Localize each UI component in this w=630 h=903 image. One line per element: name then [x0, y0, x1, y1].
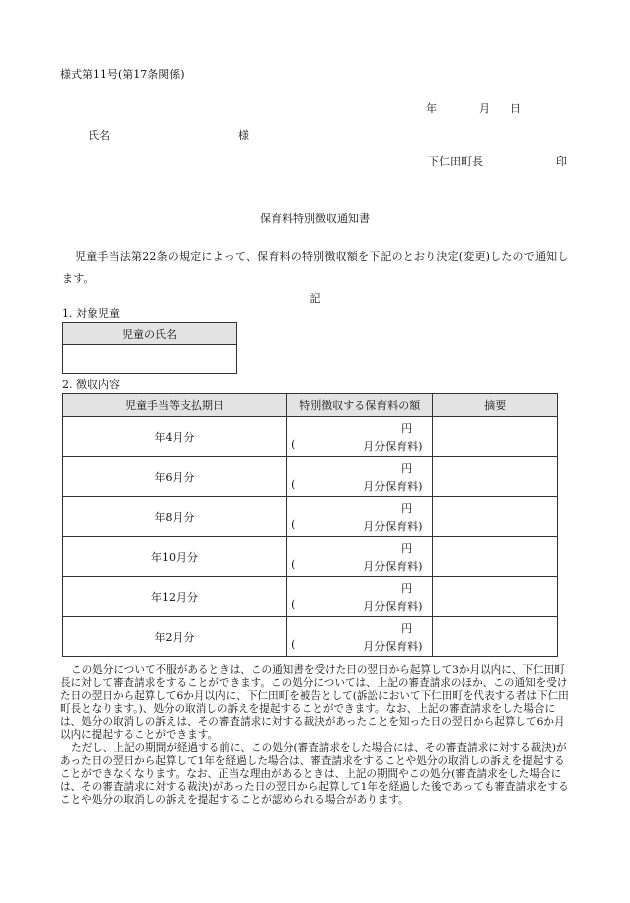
month-fee-label: 月分保育料) [363, 560, 423, 573]
form-number: 様式第11号(第17条関係) [60, 68, 185, 81]
child-name-cell [63, 345, 237, 374]
month-fee-label: 月分保育料) [363, 520, 423, 533]
child-name-header: 児童の氏名 [63, 323, 237, 345]
period-cell: 年8月分 [63, 497, 287, 537]
header-remarks: 摘要 [433, 394, 558, 417]
remarks-cell [433, 537, 558, 577]
month-fee-label: 月分保育料) [363, 480, 423, 493]
open-paren: ( [291, 438, 296, 451]
yen-label: 円 [401, 582, 413, 595]
amount-cell [287, 577, 433, 617]
period-cell: 年10月分 [63, 537, 287, 577]
remarks-cell [433, 457, 558, 497]
date-year: 年 [426, 102, 437, 115]
table-row [63, 537, 558, 577]
header-amount: 特別徴収する保育料の額 [287, 394, 433, 417]
table-row [63, 497, 558, 537]
table-row [63, 577, 558, 617]
open-paren: ( [291, 518, 296, 531]
amount-cell [287, 417, 433, 457]
period-cell: 年6月分 [63, 457, 287, 497]
addressee-label: 氏名 [88, 129, 110, 142]
remarks-cell [433, 417, 558, 457]
open-paren: ( [291, 598, 296, 611]
collection-table [62, 393, 558, 657]
table-row [63, 457, 558, 497]
appeal-notice [60, 664, 570, 807]
amount-cell [287, 537, 433, 577]
document-title: 保育料特別徴収通知書 [260, 212, 370, 225]
addressee-line [88, 127, 249, 143]
date-line [426, 100, 521, 116]
amount-cell [287, 617, 433, 657]
amount-cell [287, 457, 433, 497]
body-text: 児童手当法第22条の規定によって、保育料の特別徴収額を下記のとおり決定(変更)したので通知します。 [62, 250, 569, 285]
collection-header-row [63, 394, 558, 417]
child-name-table [62, 322, 237, 374]
seal-mark: 印 [556, 155, 567, 168]
yen-label: 円 [401, 462, 413, 475]
amount-cell [287, 497, 433, 537]
remarks-cell [433, 617, 558, 657]
table-row [63, 417, 558, 457]
section1-heading: 1. 対象児童 [62, 307, 120, 320]
addressee-honorific: 様 [238, 129, 249, 142]
period-cell: 年2月分 [63, 617, 287, 657]
yen-label: 円 [401, 542, 413, 555]
notice-paragraph-2: ただし、上記の期間が経過する前に、この処分(審査請求をした場合には、その審査請求に対する裁決)があった日の翌日から起算して1年を経過した場合は、審査請求をすることや処分の取消しの訴えを提起することができなくなります。なお、正当な理由があるときは、上記の期間やこの処分(審査請求をした場合には、その審査請求に対する裁決)があった日の翌日から起算して1年を経過した後であっても審査請求をすることや処分の取消しの訴えを提起することが認められる場合があります。 [60, 742, 569, 806]
period-cell: 年12月分 [63, 577, 287, 617]
yen-label: 円 [401, 622, 413, 635]
month-fee-label: 月分保育料) [363, 640, 423, 653]
issuer: 下仁田町長 [428, 155, 483, 168]
remarks-cell [433, 577, 558, 617]
open-paren: ( [291, 558, 296, 571]
notice-paragraph-1: この処分について不服があるときは、この通知書を受けた日の翌日から起算して3か月以内に、下仁田町長に対して審査請求をすることができます。この処分については、上記の審査請求のほか、この通知を受けた日の翌日から起算して6か月以内に、下仁田町を被告として(訴訟において下仁田町を代表する者は下仁田町長となります。)、処分の取消しの訴えを提起することができます。なお、上記の審査請求をした場合には、処分の取消しの訴えは、その審査請求に対する裁決があったことを知った日の翌日から起算して6か月以内に提起することができます。 [60, 664, 569, 741]
yen-label: 円 [401, 422, 413, 435]
section2-heading: 2. 徴収内容 [62, 378, 120, 391]
open-paren: ( [291, 478, 296, 491]
remarks-cell [433, 497, 558, 537]
period-cell: 年4月分 [63, 417, 287, 457]
header-payment-date: 児童手当等支払期日 [63, 394, 287, 417]
month-fee-label: 月分保育料) [363, 440, 423, 453]
table-row [63, 617, 558, 657]
open-paren: ( [291, 638, 296, 651]
month-fee-label: 月分保育料) [363, 600, 423, 613]
date-month: 月 [479, 102, 490, 115]
yen-label: 円 [401, 502, 413, 515]
ki-marker: 記 [309, 292, 321, 305]
date-day: 日 [510, 102, 521, 115]
